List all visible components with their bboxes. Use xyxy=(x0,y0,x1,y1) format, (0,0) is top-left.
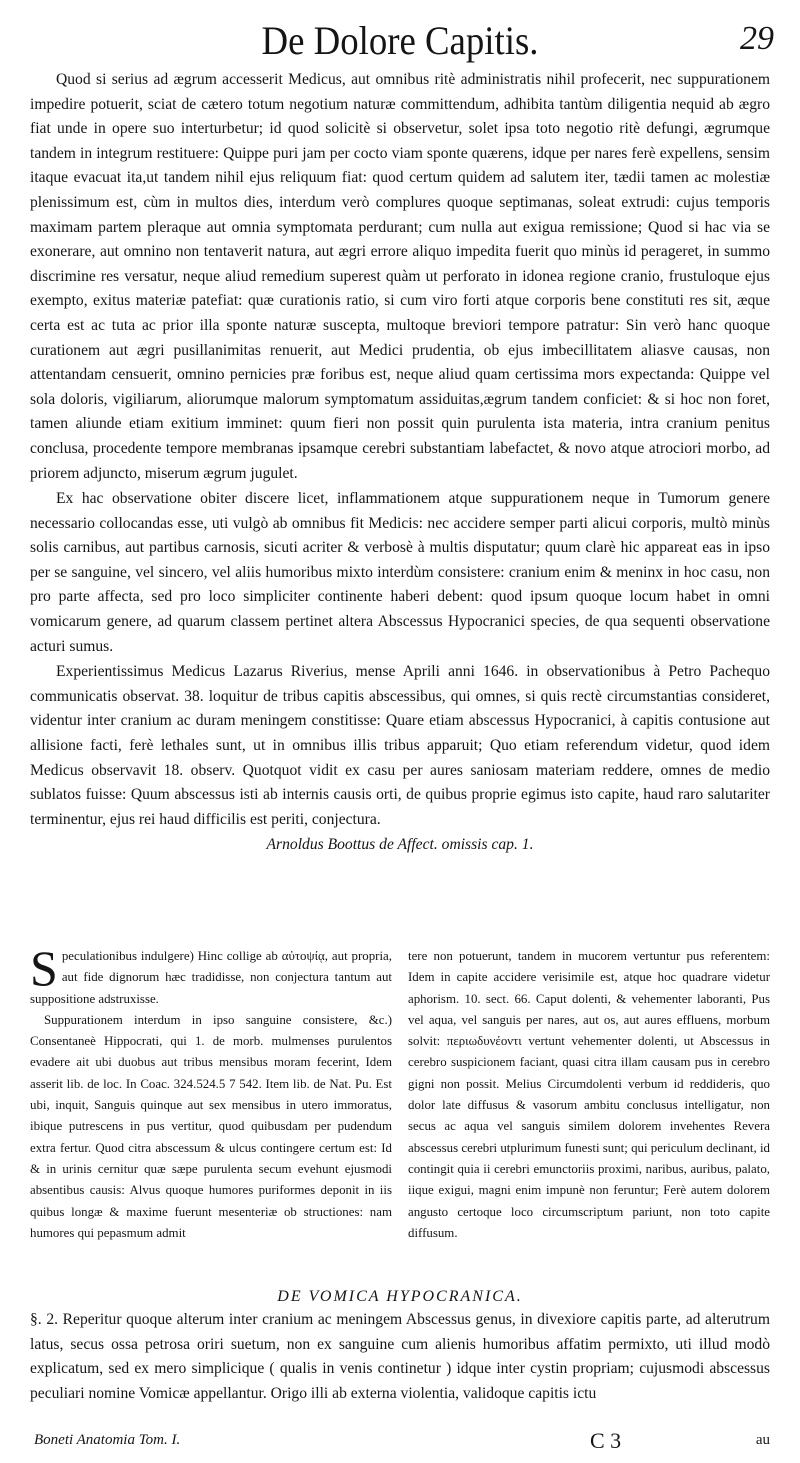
catchword: au xyxy=(755,1432,770,1448)
commentary-left-column xyxy=(30,940,392,1244)
commentary-columns xyxy=(30,940,770,1244)
page-footer xyxy=(30,1428,770,1456)
commentary-paragraph: Suppurationem interdum in ipso sanguine consistere, &c.) Consentaneè Hippocrati, qui 1. de morb. mulmenses purulentos evadere ait ubi duobus aut tribus mensibus moram fecerint, Idem asserit lib. de loc. In Coac. 324.524.5 7 542. Item lib. de Nat. Pu. Est ubi, inquit, Sanguis quinque aut sex mensibus in utero immoratus, ibique putrescens in pus vertitur, quod quibusdam per pudendum extra fertur. Quod citra abscessum & ulcus contingere certum est: Id & in urinis cernitur quæ sæpe purulenta secum evehunt ejusmodi absentibus causis: Alvus quoque humores puriformes deponit in iis quibus longæ & maxime fuerunt mesenteriæ ob structiones: nam humores qui pepasmum admit xyxy=(30,1012,392,1240)
running-title: De Dolore Capitis. xyxy=(261,18,539,63)
signature-mark: C 3 xyxy=(590,1428,622,1453)
section-text xyxy=(30,1308,770,1406)
paragraph: Quod si serius ad ægrum accesserit Medicus, aut omnibus ritè administratis nihil profecerit, nec suppurationem impedire potuerit, sciat de cætero totum negotium naturæ committendum, adhibita tantùm diligentia nequid ab ægro fiat unde in opere suo interturbetur; id quod solicitè si observetur, solet ipsa toto negotio ritè defungi, ægrumque tandem in integrum restituere: Quippe puri jam per cocto viam sponte quærens, idque per nares ferè expellens, sensim itaque evacuat ita,ut tandem nihil ejus reliquum fiat: quod certum quidem ad salutem iter, tædii tamen ac molestiæ plenissimum est, cùm in multos dies, interdum verò complures quoque septimanas, soleat extrudi: cujus temporis maximam partem pleraque aut omnia symptomata perdurant; cum nulla aut exigua remissione; Quod si hac via se exonerare, aut omnino non tentaverit natura, aut ægri errore aliquo impedita fuerit quo minùs id perageret, in summo discrimine res versatur, neque aliud remedium superest quàm ut perforato in idonea regione cranio, frustuloque ejus exempto, exitus materiæ patefiat: quæ curationis ratio, si cum viro forti atque corporis bene constituti res sit, æque certa est ac tuta ac prior illa sponte naturæ suscepta, multoque breviori tempore patratur: Sin verò hanc quoque curationem aut ægri pusillanimitas renuerit, aut Medici prudentia, ob ejus imbecillitatem aliasve causas, non attentandam censuerit, omnino pernicies præ foribus est, neque aliud quam certissima mors expectanda: Quippe vel sola doloris, vigiliarum, aliorumque malorum symptomatum assiduitas,ægrum tandem conficiet: & si hoc non foret, tamen aliunde etiam exitium imminet: quum fieri non possit quin purulenta ista materia, intra cranium penitus conclusa, procedente tempore membranas ipsamque cerebri substantiam labefactet, & novo atque atrociori morbo, ad priorem adjuncto, miserum ægrum jugulet. xyxy=(30,71,770,482)
commentary-text: peculationibus indulgere) Hinc collige ab αὐτοψίᾳ, aut propria, aut fide dignorum hæc tradidisse, non conjectura tantum aut suppositione adstruxisse. xyxy=(30,949,392,1006)
paragraph: Experientissimus Medicus Lazarus Riverius, mense Aprili anni 1646. in observationibus à Petro Pachequo communicatis observat. 38. loquitur de tribus capitis abscessibus, qui omnes, si quis rectè circumstantias consideret, videntur inter cranium ac duram meningem constitisse: Quare etiam abscessus Hypocranici, à capitis contusione aut allisione facti, ferè lethales sunt, ut in omnibus illis tribus apparuit; Quo etiam referendum videtur, quod idem Medicus observavit 18. observ. Quotquot vidit ex casu per aures saniosam materiam reddere, omnes de medio sublatos fuisse: Quum abscessus isti ab internis causis orti, de quibus proprie egimus isto capite, haud raro salutariter terminentur, ejus rei haud difficilis est periti, conjectura. xyxy=(30,663,770,828)
commentary-right-column xyxy=(408,946,770,1244)
drop-cap: S xyxy=(30,940,58,996)
section-heading: DE VOMICA HYPOCRANICA. xyxy=(277,1288,523,1305)
citation: Arnoldus Boottus de Affect. omissis cap. 1. xyxy=(266,836,534,854)
main-text xyxy=(30,68,770,858)
paragraph: §. 2. Reperitur quoque alterum inter cranium ac meningem Abscessus genus, in divexiore capitis parte, ad alterutrum latus, secus ossa petrosa oriri suetum, non ex sanguine cum alienis humoribus affatim permixto, uti illud modò explicatum, sed ex mero simplicique ( qualis in venis continetur ) idque inter cystin propriam; cujusmodi abscessus peculiari nomine Vomicæ appellantur. Origo illi ab externa violentia, validoque capitis ictu xyxy=(30,1311,770,1402)
citation-line xyxy=(30,833,770,858)
book-title: Boneti Anatomia Tom. I. xyxy=(34,1432,181,1448)
page-header xyxy=(0,12,800,70)
paragraph: Ex hac observatione obiter discere licet, inflammationem atque suppurationem neque in Tumorum genere necessario collocandas esse, uti vulgò ab omnibus fit Medicis: nec accidere semper parti alicui corporis, multò minùs solis carnibus, aut partibus carnosis, sicuti acriter & verbosè à multis disputatur; quum clarè hic appareat eas in ipso per se sanguine, vel sincero, vel aliis humoribus mixto interdùm consistere: cranium enim & meninx in hoc casu, non pro parte affecta, sed pro loco simpliciter continente haberi debent: quod ipsum quoque locum habet in omni vomicarum genere, ad quarum classem pertinet altera Abscessus Hypocranici species, de qua sequenti observatione acturi sumus. xyxy=(30,490,770,655)
commentary-paragraph xyxy=(30,940,392,1010)
commentary-paragraph: tere non potuerunt, tandem in mucorem vertuntur pus referentem: Idem in capite accidere verisimile est, atque hoc quadrare videtur aphorism. 10. sect. 66. Caput dolenti, & vehementer laboranti, Pus vel aqua, vel sanguis per nares, aut os, aut aures effluens, morbum solvit: περιωδυνέοντι vertunt vehementer dolenti, ut Abscessus in cerebro suspicionem faciant, quasi citra illam causam pus in cerebro gigni non possit. Melius Circumdolenti verbum id reddideris, quo dolor late diffusus & vasorum ambitu conclusus intelligatur, non secus ac aqua vel sanguis similem dolorem invehentes Revera abscessus cerebri utplurimum funesti sunt; qui periculum declinant, id contingit quia ii cerebri emunctoriis proximi, naribus, auribus, palato, iique exigui, magni enim impunè non feruntur; Ferè autem dolorem angusto certoque loco circumscriptum pariunt, non toto capite diffusum. xyxy=(408,949,770,1240)
page-number: 29 xyxy=(740,20,774,57)
